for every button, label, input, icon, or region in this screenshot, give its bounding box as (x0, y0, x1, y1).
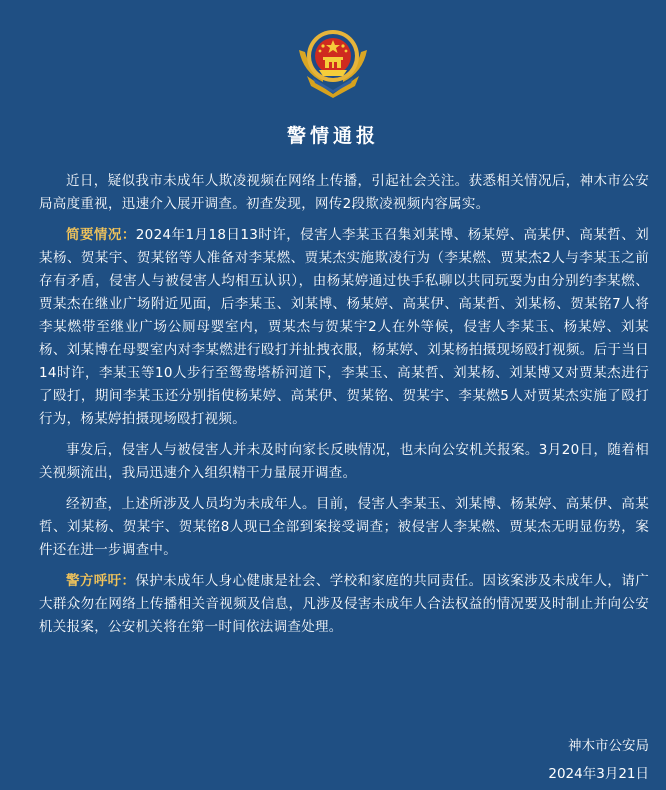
bulletin-body (39, 170, 649, 647)
paragraph-aftermath (39, 439, 649, 485)
appeal-label: 警方呼吁： (66, 573, 136, 589)
paragraph-text: 2024年1月18日13时许，侵害人李某玉召集刘某博、杨某婷、高某伊、高某哲、刘某杨、贺某宇、贺某铭等人准备对李某燃、贾某杰实施欺凌行为（李某燃、贾某杰2人与李某玉之前存有矛盾，侵害人与被侵害人均相互认识），由杨某婷通过快手私聊以共同玩耍为由分别约李某燃、贾某杰在继业广场附近见面，后李某玉、刘某博、杨某婷、高某伊、高某哲、刘某杨、贺某铭7人将李某燃带至继业广场公厕母婴室内，贾某杰与贺某宇2人在外等候，侵害人李某玉、杨某婷、刘某杨、刘某博在母婴室内对李某燃进行殴打并扯拽衣服，杨某婷、刘某杨拍摄现场殴打视频。后于当日14时许，李某玉等10人步行至鸳鸯塔桥河道下，李某玉、高某哲、刘某杨、刘某博又对贾某杰进行了殴打，期间李某玉还分别指使杨某婷、高某伊、贺某铭、贺某宇、李某燃5人对贾某杰实施了殴打行为，杨某婷拍摄现场殴打视频。 (39, 227, 649, 427)
paragraph-text: 保护未成年人身心健康是社会、学校和家庭的共同责任。因该案涉及未成年人，请广大群众勿在网络上传播相关音视频及信息，凡涉及侵害未成年人合法权益的情况要及时制止并向公安机关报案，公安机关将在第一时间依法调查处理。 (39, 573, 649, 635)
police-badge-icon (293, 20, 373, 100)
page-title: 警情通报 (286, 125, 379, 147)
signature-date: 2024年3月21日 (548, 766, 649, 782)
paragraph-intro (39, 170, 649, 216)
paragraph-text: 近日，疑似我市未成年人欺凌视频在网络上传播，引起社会关注。获悉相关情况后，神木市公安局高度重视，迅速介入展开调查。初查发现，网传2段欺凌视频内容属实。 (39, 173, 649, 212)
paragraph-investigation (39, 493, 649, 562)
paragraph-text: 事发后，侵害人与被侵害人并未及时向家长反映情况，也未向公安机关报案。3月20日，随着相关视频流出，我局迅速介入组织精干力量展开调查。 (39, 442, 649, 481)
paragraph-appeal (39, 570, 649, 639)
summary-label: 简要情况： (66, 227, 136, 243)
paragraph-text: 经初查，上述所涉及人员均为未成年人。目前，侵害人李某玉、刘某博、杨某婷、高某伊、高某哲、刘某杨、贺某宇、贺某铭8人现已全部到案接受调查；被侵害人李某燃、贾某杰无明显伤势，案件还在进一步调查中。 (39, 496, 649, 558)
signature-org: 神木市公安局 (568, 738, 649, 754)
paragraph-summary (39, 224, 649, 431)
